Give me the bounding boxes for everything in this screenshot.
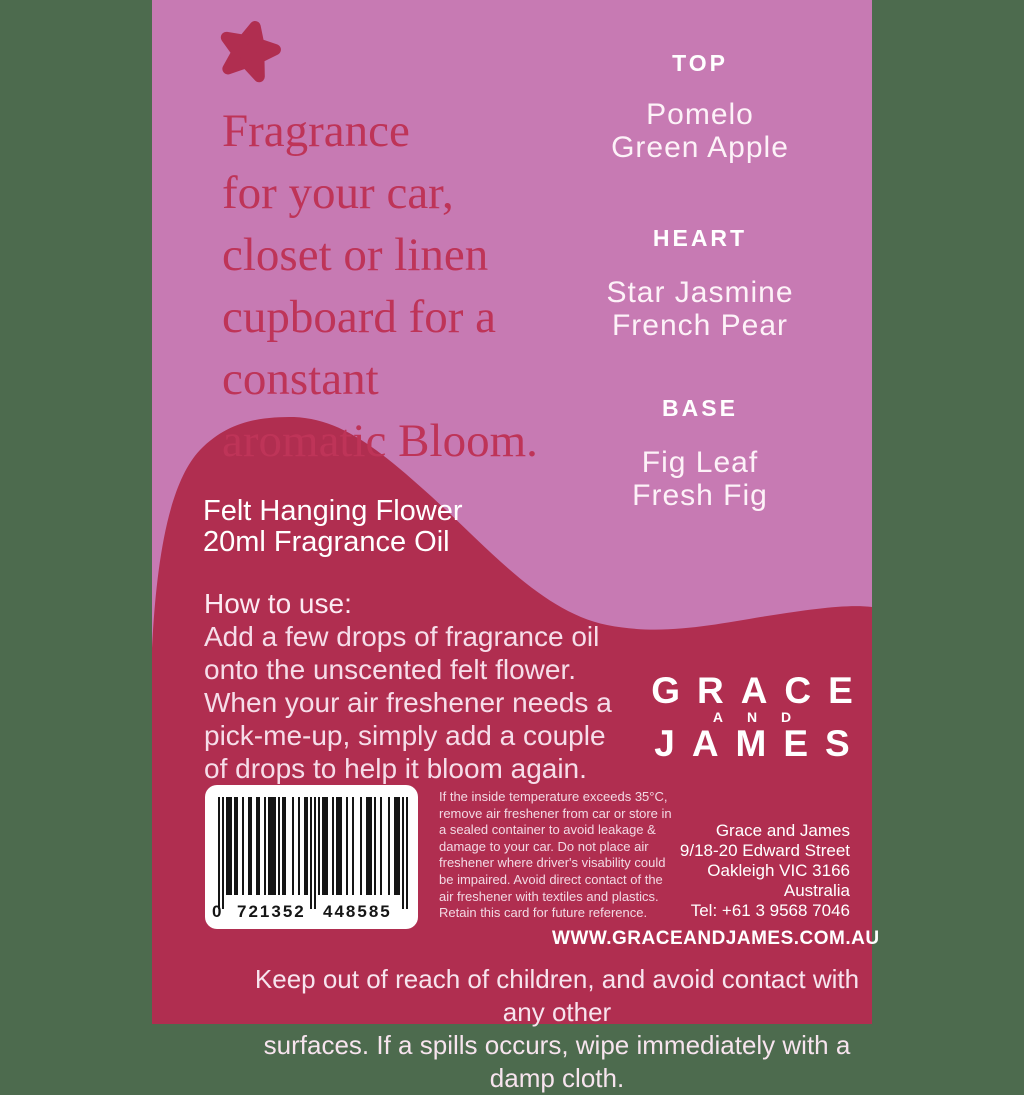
logo-james: JAMES [654, 723, 867, 764]
how-to-use-line: Add a few drops of fragrance oil [204, 621, 600, 652]
notes-base [510, 446, 890, 512]
tagline-line: aromatic Bloom. [222, 415, 538, 467]
barcode-digits [205, 902, 418, 924]
brand-logo [602, 672, 902, 762]
how-to-use-heading: How to use: [204, 588, 352, 619]
fine-print-line: air freshener with textiles and plastics. [439, 888, 659, 904]
fine-print-line: be impaired. Avoid direct contact of the [439, 871, 663, 887]
fine-print-line: a sealed container to avoid leakage & [439, 822, 656, 838]
flower-star-icon [214, 16, 284, 86]
fine-print-line: If the inside temperature exceeds 35°C, [439, 789, 668, 804]
warning-line: surfaces. If a spills occurs, wipe immediately with a damp cloth. [263, 1030, 851, 1093]
logo-and: AND [712, 709, 816, 725]
note-line: Pomelo [646, 98, 754, 131]
barcode-digit-group: 0 [212, 902, 224, 921]
barcode-digit-group: 721352 [237, 902, 306, 921]
notes-heading-top: TOP [672, 50, 728, 76]
tagline [222, 100, 538, 472]
product-description [203, 496, 463, 558]
tagline-line: Fragrance [222, 105, 410, 157]
note-line: Fig Leaf [641, 446, 759, 479]
fine-print-line: remove air freshener from car or store in [439, 805, 672, 821]
notes-top [510, 98, 890, 164]
how-to-use [204, 587, 612, 785]
barcode-digit-group: 448585 [323, 902, 392, 921]
tagline-line: for your car, [222, 167, 454, 219]
how-to-use-line: When your air freshener needs a [204, 687, 612, 718]
note-line: Star Jasmine [606, 276, 794, 309]
note-line: Green Apple [611, 131, 789, 164]
notes-heart [510, 276, 890, 342]
logo-grace: GRACE [651, 670, 870, 711]
how-to-use-line: pick-me-up, simply add a couple [204, 720, 606, 751]
tagline-line: constant [222, 353, 379, 405]
note-line: Fresh Fig [632, 479, 768, 512]
notes-heading-base: BASE [662, 395, 738, 421]
notes-heading-heart: HEART [652, 225, 748, 251]
product-line: Felt Hanging Flower [203, 495, 463, 527]
address-line: Tel: +61 3 9568 7046 [690, 901, 850, 920]
how-to-use-line: onto the unscented felt flower. [204, 654, 577, 685]
address-line: Grace and James [715, 821, 850, 840]
fine-print-line: freshener where driver's visability could [439, 855, 666, 871]
warning-line: Keep out of reach of children, and avoid contact with any other [254, 964, 860, 1027]
barcode [205, 785, 418, 929]
address-block [552, 821, 850, 921]
tagline-line: cupboard for a [222, 291, 497, 343]
note-line: French Pear [611, 309, 789, 342]
tagline-line: closet or linen [222, 229, 489, 281]
product-line: 20ml Fragrance Oil [203, 526, 450, 558]
how-to-use-line: of drops to help it bloom again. [204, 753, 587, 784]
address-line: Australia [783, 881, 850, 900]
label-card [152, 0, 880, 1093]
website-url: WWW.GRACEANDJAMES.COM.AU [552, 928, 880, 949]
warning-text [247, 963, 867, 1095]
address-line: 9/18-20 Edward Street [679, 841, 850, 860]
fine-print-line: damage to your car. Do not place air [439, 838, 649, 854]
fine-print-line: Retain this card for future reference. [439, 905, 648, 921]
address-line: Oakleigh VIC 3166 [707, 861, 850, 880]
barcode-bars [218, 797, 408, 909]
